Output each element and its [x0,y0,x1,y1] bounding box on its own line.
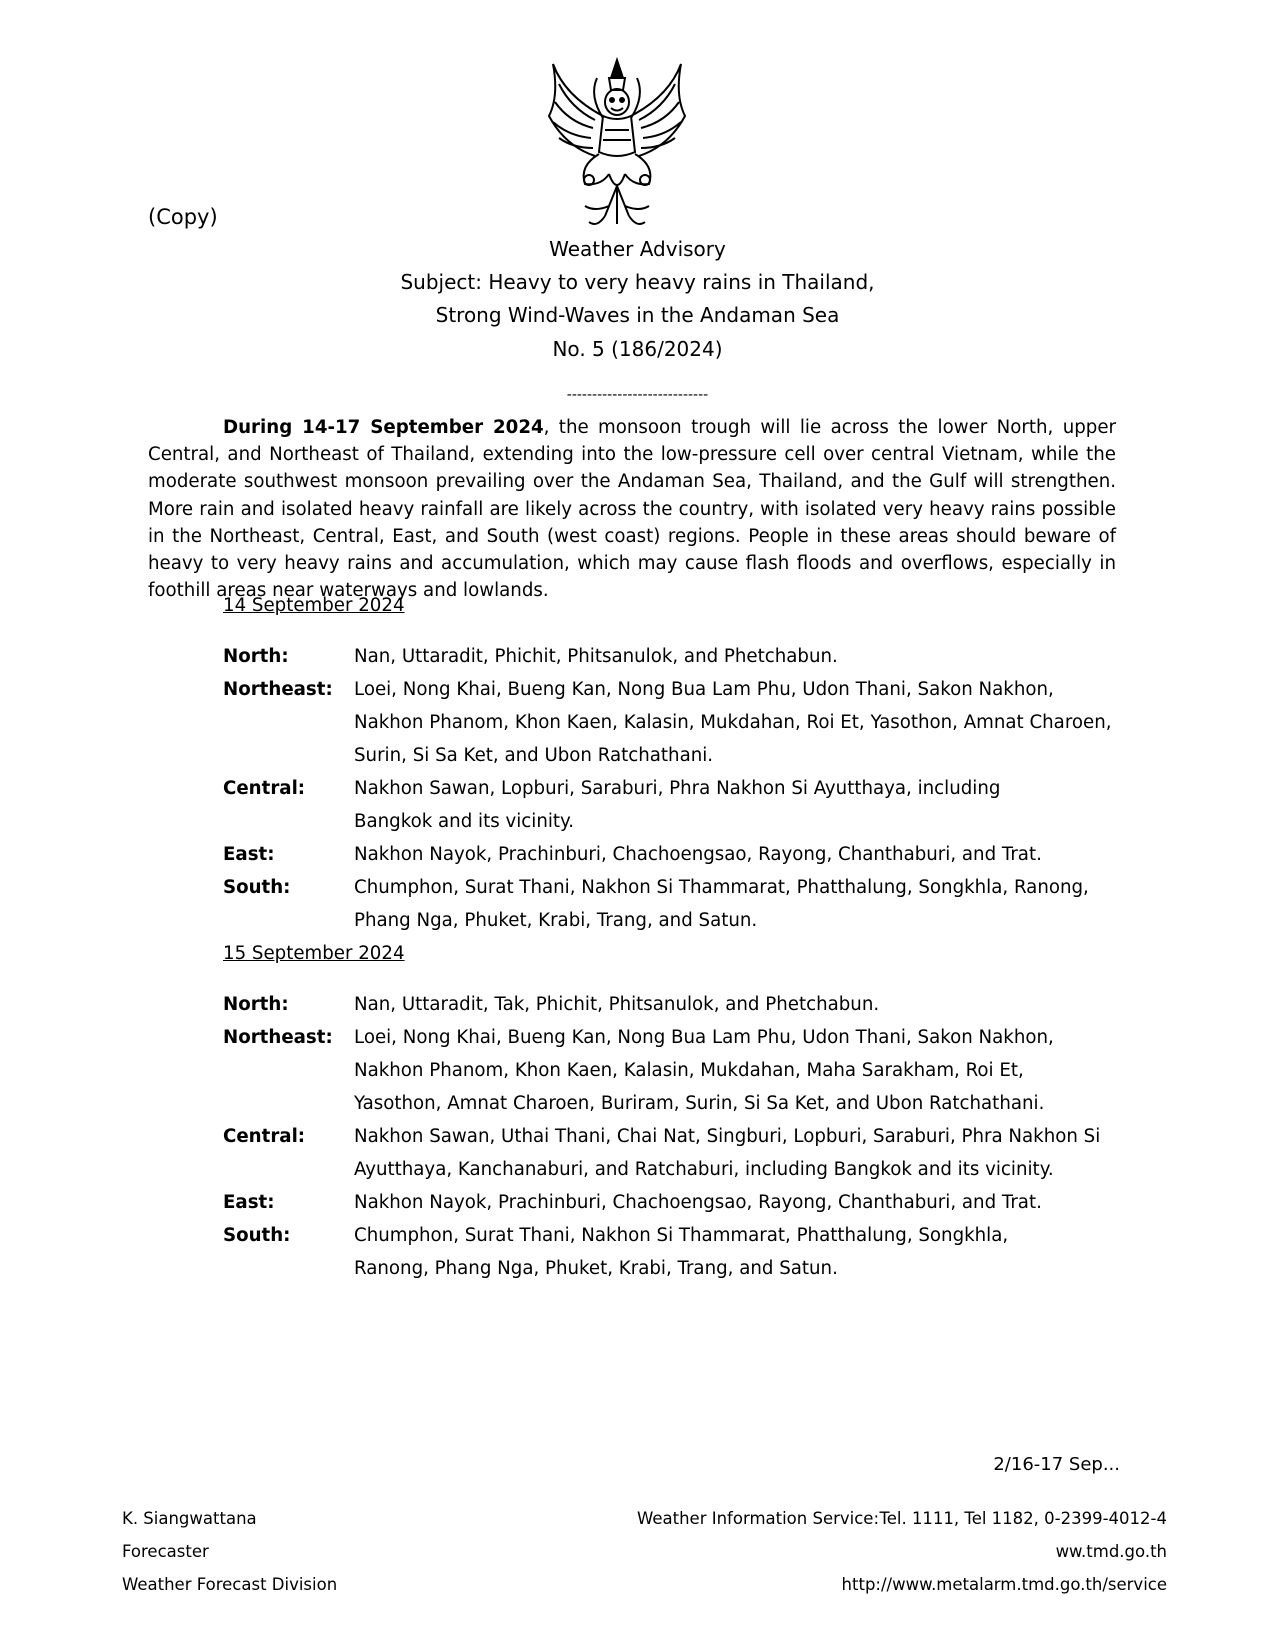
region-label: East: [223,844,275,865]
forecaster-name: K. Siangwattana [122,1509,257,1528]
advisory-number: No. 5 (186/2024) [552,337,723,361]
garuda-emblem [545,56,690,236]
region-label: East: [223,1192,275,1213]
region-row-south [223,871,1123,937]
region-areas: Nakhon Sawan, Lopburi, Saraburi, Phra Nakhon Si Ayutthaya, including Bangkok and its vicinity. [354,778,1001,832]
region-row-northeast [223,673,1123,772]
region-areas: Nakhon Nayok, Prachinburi, Chachoengsao, Rayong, Chanthaburi, and Trat. [354,844,1042,865]
service-label: Weather Information Service: [637,1509,880,1528]
region-areas: Nakhon Sawan, Uthai Thani, Chai Nat, Singburi, Lopburi, Saraburi, Phra Nakhon Si Ayutthaya, Kanchanaburi, and Ratchaburi, including Bangkok and its vicinity. [354,1126,1101,1180]
website-link[interactable]: ww.tmd.go.th [1055,1542,1167,1561]
region-row-north [223,640,1123,673]
region-label: South: [223,877,291,898]
footer-signatory [122,1502,337,1601]
region-row-central [223,1120,1123,1186]
region-label: Central: [223,1126,306,1147]
service-url-link[interactable]: http://www.metalarm.tmd.go.th/service [841,1575,1167,1594]
region-areas: Chumphon, Surat Thani, Nakhon Si Thammarat, Phatthalung, Songkhla, Ranong, Phang Nga, Phuket, Krabi, Trang, and Satun. [354,877,1089,931]
region-areas: Nan, Uttaradit, Phichit, Phitsanulok, and Phetchabun. [354,646,838,667]
region-areas: Loei, Nong Khai, Bueng Kan, Nong Bua Lam Phu, Udon Thani, Sakon Nakhon, Nakhon Phanom, Khon Kaen, Kalasin, Mukdahan, Roi Et, Yasothon, Amnat Charoen, Surin, Si Sa Ket, and Ubon Ratchathani. [354,679,1112,766]
region-row-north [223,988,1123,1021]
forecaster-position: Forecaster [122,1542,209,1561]
region-label: North: [223,646,289,667]
day-section-1 [223,595,1123,937]
subject-line-1: Subject: Heavy to very heavy rains in Thailand, [400,270,875,294]
region-label: North: [223,994,289,1015]
region-row-central [223,772,1123,838]
region-label: South: [223,1225,291,1246]
phone-numbers: Tel. 1111, Tel 1182, 0-2399-4012-4 [879,1509,1167,1528]
region-label: Northeast: [223,1027,333,1048]
intro-paragraph [148,414,1116,604]
region-row-northeast [223,1021,1123,1120]
region-areas: Loei, Nong Khai, Bueng Kan, Nong Bua Lam Phu, Udon Thani, Sakon Nakhon, Nakhon Phanom, Khon Kaen, Kalasin, Mukdahan, Maha Sarakham, Roi Et, Yasothon, Amnat Charoen, Buriram, Surin, Si Sa Ket, and Ubon Ratchathani. [354,1027,1054,1114]
forecaster-division: Weather Forecast Division [122,1575,338,1594]
region-areas: Chumphon, Surat Thani, Nakhon Si Thammarat, Phatthalung, Songkhla, Ranong, Phang Nga, Phuket, Krabi, Trang, and Satun. [354,1225,1009,1279]
footer-contacts [842,1502,1167,1601]
region-label: Central: [223,778,306,799]
region-row-east [223,1186,1123,1219]
day-date: 14 September 2024 [223,595,405,616]
region-areas: Nakhon Nayok, Prachinburi, Chachoengsao, Rayong, Chanthaburi, and Trat. [354,1192,1042,1213]
region-label: Northeast: [223,679,333,700]
copy-mark: (Copy) [148,205,218,229]
region-areas: Nan, Uttaradit, Tak, Phichit, Phitsanulok, and Phetchabun. [354,994,880,1015]
title-divider: ---------------------------- [566,387,709,403]
next-page-marker: 2/16-17 Sep... [993,1454,1120,1475]
day-date: 15 September 2024 [223,943,405,964]
advisory-title: Weather Advisory [549,237,726,261]
intro-lead: During 14-17 September 2024 [223,417,544,438]
region-row-east [223,838,1123,871]
intro-text: , the monsoon trough will lie across the lower North, upper Central, and Northeast of Thailand, extending into the low-pressure cell over central Vietnam, while the moderate southwest monsoon prevailing over the Andaman Sea, Thailand, and the Gulf will strengthen. More rain and isolated heavy rainfall are likely across the country, with isolated very heavy rains possible in the Northeast, Central, East, and South (west coast) regions. People in these areas should beware of heavy to very heavy rains and accumulation, which may cause flash floods and overflows, especially in foothill areas near waterways and lowlands. [148,417,1116,602]
subject-line-2: Strong Wind-Waves in the Andaman Sea [435,303,840,327]
day-section-2 [223,943,1123,1285]
region-row-south [223,1219,1123,1285]
